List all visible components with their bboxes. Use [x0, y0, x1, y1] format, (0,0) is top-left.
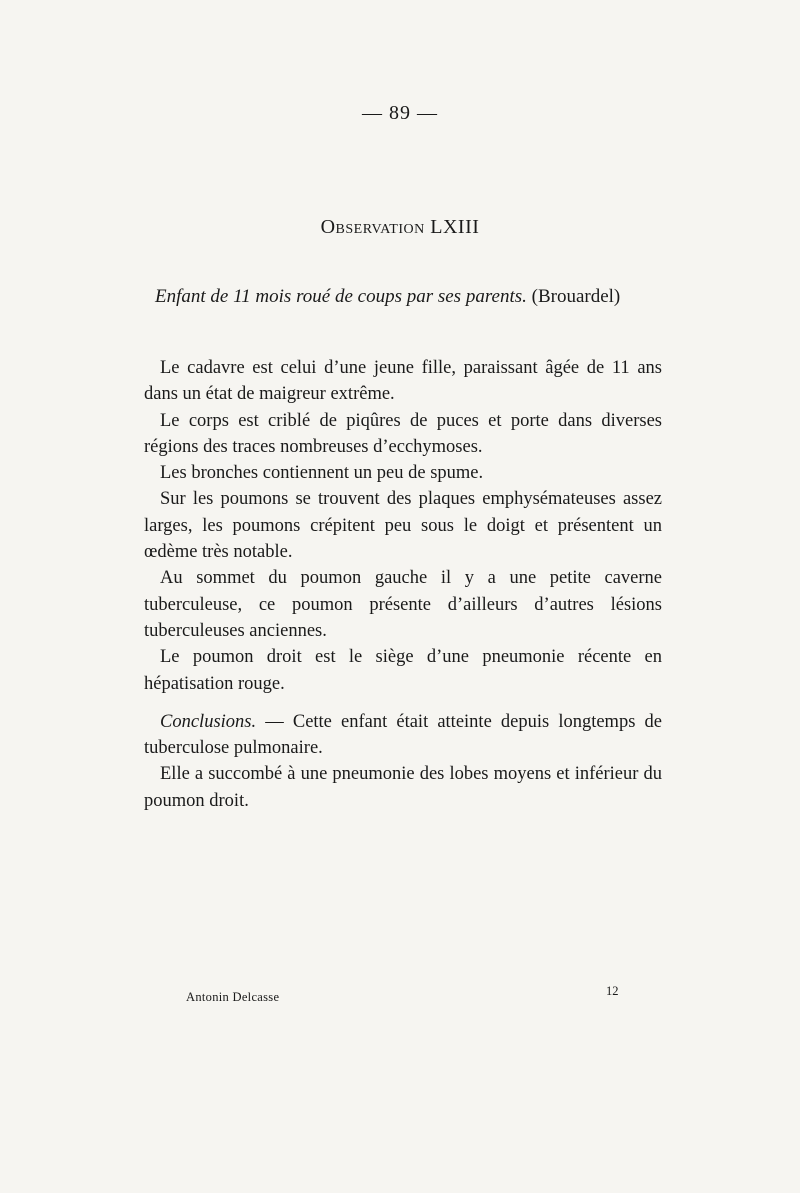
paragraph: Sur les poumons se trouvent des plaques emphysémateuses assez larges, les poumons crépitent peu sous le doigt et présentent un œdème très notable.: [144, 489, 662, 563]
observation-subtitle: [155, 286, 675, 308]
conclusion-label: Conclusions.: [160, 711, 257, 732]
paragraph: Le cadavre est celui d’une jeune fille, paraissant âgée de 11 ans dans un état de maigreur extrême.: [144, 358, 662, 405]
paragraph: Le corps est criblé de piqûres de puces et porte dans diverses régions des traces nombreuses d’ecchymoses.: [144, 410, 662, 457]
final-paragraph: Elle a succombé à une pneumonie des lobes moyens et inférieur du poumon droit.: [144, 764, 662, 811]
observation-title: Observation LXIII: [320, 216, 480, 238]
conclusion-text: — Cette enfant était atteinte depuis longtemps de tuberculose pulmonaire.: [144, 711, 662, 759]
paragraph: Le poumon droit est le siège d’une pneumonie récente en hépatisation rouge.: [144, 647, 662, 694]
subtitle-author: (Brouardel): [531, 286, 621, 307]
conclusion-paragraph: [144, 709, 662, 762]
footer-signature: 12: [606, 984, 619, 998]
show-through-mark: [330, 242, 334, 262]
subtitle-text: Enfant de 11 mois roué de coups par ses parents.: [155, 286, 527, 307]
paragraph: Les bronches contiennent un peu de spume.: [160, 463, 484, 484]
page-number: — 89 —: [362, 102, 438, 124]
footer-author: Antonin Delcasse: [186, 990, 280, 1004]
observation-body: [144, 355, 662, 814]
paragraph: Au sommet du poumon gauche il y a une petite caverne tuberculeuse, ce poumon présente d’ailleurs d’autres lésions tuberculeuses anciennes.: [144, 568, 662, 641]
